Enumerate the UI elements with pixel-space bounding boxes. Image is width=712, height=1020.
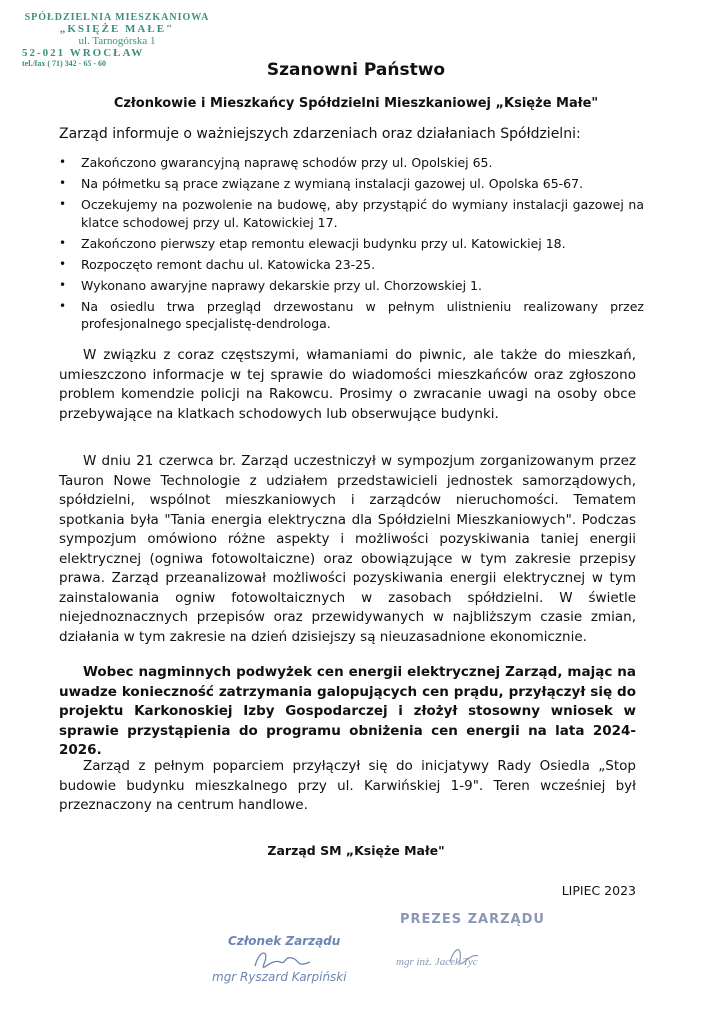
signature-name: mgr Ryszard Karpiński <box>212 970 347 984</box>
signature-role: PREZES ZARZĄDU <box>400 912 545 927</box>
letter-date: LIPIEC 2023 <box>561 883 636 898</box>
list-item-text: Na osiedlu trwa przegląd drzewostanu w pełnym ulistnieniu realizowany przez profesjonalnego specjalistę-dendrologa. <box>81 298 644 331</box>
signature-board-member <box>200 928 360 998</box>
letter-title: Szanowni Państwo <box>266 60 446 80</box>
paragraph-symposium <box>59 452 636 647</box>
list-item-text: Oczekujemy na pozwolenie na budowę, aby przystąpić do wymiany instalacji gazowej na klatce schodowej przy ul. Katowickiej 17. <box>81 197 644 230</box>
list-item <box>59 256 644 274</box>
bullet-icon: • <box>59 256 67 271</box>
stamp-line-4: 52-021 WROCŁAW <box>22 47 145 59</box>
paragraph-burglaries <box>59 346 636 424</box>
list-item-text: Rozpoczęto remont dachu ul. Katowicka 23-25. <box>81 256 376 272</box>
paragraph-energy-program <box>59 663 636 761</box>
intro-text: Zarząd informuje o ważniejszych zdarzeniach oraz działaniach Spółdzielni: <box>59 126 581 142</box>
signature-president <box>380 908 560 988</box>
list-item-text: Na półmetku są prace związane z wymianą instalacji gazowej ul. Opolska 65-67. <box>81 176 584 191</box>
bullet-icon: • <box>59 197 67 211</box>
stamp-line-5: tel./fax ( 71) 342 - 65 - 60 <box>22 59 106 68</box>
list-item <box>59 196 644 231</box>
bullet-icon: • <box>59 155 67 169</box>
paragraph-text: Zarząd z pełnym poparciem przyłączył się do inicjatywy Rady Osiedla „Stop budowie budynku mieszkalnego przy ul. Karwińskiej 1-9". Teren wcześniej był przeznaczony na centrum handlowe. <box>59 758 636 813</box>
handwritten-signature <box>200 928 360 998</box>
signature-name: mgr inż. Jacek Tyc <box>396 956 478 968</box>
bullet-icon: • <box>59 298 67 313</box>
board-signoff: Zarząd SM „Księże Małe" <box>267 843 445 858</box>
letter-subtitle: Członkowie i Mieszkańcy Spółdzielni Mieszkaniowej „Księże Małe" <box>113 96 599 111</box>
list-item-text: Zakończono pierwszy etap remontu elewacji budynku przy ul. Katowickiej 18. <box>81 235 566 251</box>
paragraph-initiative <box>59 757 636 816</box>
handwritten-signature <box>380 908 560 988</box>
list-item <box>59 235 644 253</box>
stamp-line-2: „KSIĘŻE MAŁE" <box>59 23 175 35</box>
list-item <box>59 154 644 172</box>
paragraph-text: Wobec nagminnych podwyżek cen energii elektrycznej Zarząd, mając na uwadze konieczność zatrzymania galopujących cen prądu, przyłączył się do projektu Karkonoskiej Izby Gospodarczej i złożył stosowny wniosek w sprawie przystąpienia do programu obniżenia cen energii na lata 2024-2026. <box>59 664 636 758</box>
list-item-text: Wykonano awaryjne naprawy dekarskie przy ul. Chorzowskiej 1. <box>81 277 482 293</box>
bullet-icon: • <box>59 277 67 292</box>
stamp-line-3: ul. Tarnogórska 1 <box>78 35 156 47</box>
signature-role: Członek Zarządu <box>228 934 341 948</box>
list-item <box>59 277 644 295</box>
list-item <box>59 175 644 193</box>
list-item <box>59 298 644 333</box>
stamp-line-1: SPÓŁDZIELNIA MIESZKANIOWA <box>24 12 210 23</box>
bullet-icon: • <box>59 176 67 190</box>
paragraph-text: W związku z coraz częstszymi, włamaniami do piwnic, ale także do mieszkań, umieszczono informacje w tej sprawie do wiadomości mieszkańców oraz zgłoszono problem komendzie policji na Rakowcu. Prosimy o zwracanie uwagi na osoby obce przebywające na klatkach schodowych lub obserwujące budynki. <box>59 347 636 422</box>
paragraph-text: W dniu 21 czerwca br. Zarząd uczestniczył w sympozjum zorganizowanym przez Tauron Nowe Technologie z udziałem przedstawicieli jednostek samorządowych, spółdzielni, wspólnot mieszkaniowych i zarządców nieruchomości. Tematem spotkania była "Tania energia elektryczna dla Spółdzielni Mieszkaniowych". Podczas sympozjum omówiono różne aspekty i możliwości pozyskiwania taniej energii elektrycznej (ogniwa fotowoltaiczne) oraz obowiązujące w tym zakresie przepisy prawa. Zarząd przeanalizował możliwości pozyskiwania energii elektrycznej w tym zainstalowania ogniw fotowoltaicznych w zasobach spółdzielni. W świetle niejednoznacznych przepisów oraz przewidywanych w najbliższym czasie zmian, działania w tym zakresie na dzień dzisiejszy są nieuzasadnione ekonomicznie. <box>59 453 636 645</box>
bullet-icon: • <box>59 235 67 250</box>
list-item-text: Zakończono gwarancyjną naprawę schodów przy ul. Opolskiej 65. <box>81 155 493 170</box>
news-list <box>59 154 644 336</box>
